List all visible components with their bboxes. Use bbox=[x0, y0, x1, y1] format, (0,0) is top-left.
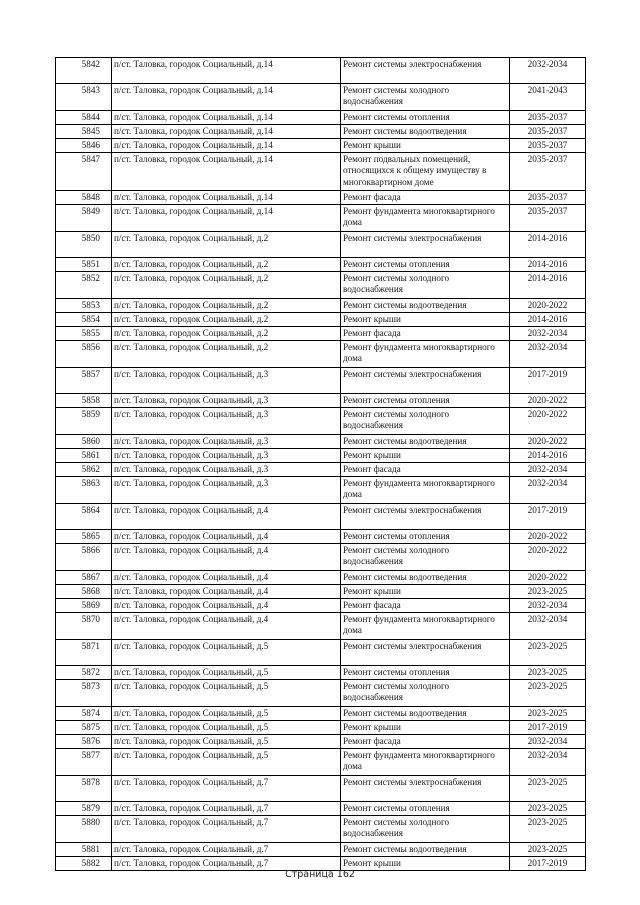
period-cell: 2017-2019 bbox=[510, 721, 586, 735]
address-cell: п/ст. Таловка, городок Социальный, д.5 bbox=[112, 666, 341, 680]
period-cell: 2020-2022 bbox=[510, 530, 586, 544]
row-number-cell: 5857 bbox=[56, 368, 112, 394]
period-cell: 2032-2034 bbox=[510, 477, 586, 504]
period-cell: 2017-2019 bbox=[510, 857, 586, 871]
work-type-cell: Ремонт крыши bbox=[341, 585, 510, 599]
work-type-cell: Ремонт крыши bbox=[341, 449, 510, 463]
row-number-cell: 5865 bbox=[56, 530, 112, 544]
address-cell: п/ст. Таловка, городок Социальный, д.2 bbox=[112, 327, 341, 341]
period-cell: 2020-2022 bbox=[510, 571, 586, 585]
work-type-cell: Ремонт системы электроснабжения bbox=[341, 58, 510, 84]
row-number-cell: 5856 bbox=[56, 341, 112, 368]
row-number-cell: 5855 bbox=[56, 327, 112, 341]
table-body bbox=[56, 58, 586, 871]
table-row bbox=[56, 585, 586, 599]
address-cell: п/ст. Таловка, городок Социальный, д.3 bbox=[112, 449, 341, 463]
address-cell: п/ст. Таловка, городок Социальный, д.5 bbox=[112, 735, 341, 749]
address-cell: п/ст. Таловка, городок Социальный, д.4 bbox=[112, 585, 341, 599]
work-type-cell: Ремонт системы отопления bbox=[341, 530, 510, 544]
period-cell: 2032-2034 bbox=[510, 327, 586, 341]
row-number-cell: 5850 bbox=[56, 232, 112, 258]
work-type-cell: Ремонт крыши bbox=[341, 313, 510, 327]
row-number-cell: 5852 bbox=[56, 272, 112, 299]
table-row bbox=[56, 299, 586, 313]
table-row bbox=[56, 408, 586, 435]
table-row bbox=[56, 776, 586, 802]
work-type-cell: Ремонт системы водоотведения bbox=[341, 299, 510, 313]
row-number-cell: 5868 bbox=[56, 585, 112, 599]
address-cell: п/ст. Таловка, городок Социальный, д.3 bbox=[112, 408, 341, 435]
address-cell: п/ст. Таловка, городок Социальный, д.3 bbox=[112, 463, 341, 477]
address-cell: п/ст. Таловка, городок Социальный, д.14 bbox=[112, 111, 341, 125]
address-cell: п/ст. Таловка, городок Социальный, д.14 bbox=[112, 153, 341, 191]
address-cell: п/ст. Таловка, городок Социальный, д.7 bbox=[112, 843, 341, 857]
work-type-cell: Ремонт системы отопления bbox=[341, 802, 510, 816]
period-cell: 2020-2022 bbox=[510, 394, 586, 408]
period-cell: 2023-2025 bbox=[510, 585, 586, 599]
work-type-cell: Ремонт фасада bbox=[341, 191, 510, 205]
address-cell: п/ст. Таловка, городок Социальный, д.5 bbox=[112, 680, 341, 707]
period-cell: 2014-2016 bbox=[510, 449, 586, 463]
period-cell: 2032-2034 bbox=[510, 599, 586, 613]
row-number-cell: 5875 bbox=[56, 721, 112, 735]
work-type-cell: Ремонт фасада bbox=[341, 599, 510, 613]
row-number-cell: 5874 bbox=[56, 707, 112, 721]
address-cell: п/ст. Таловка, городок Социальный, д.5 bbox=[112, 707, 341, 721]
table-row bbox=[56, 504, 586, 530]
table-row bbox=[56, 816, 586, 843]
table-row bbox=[56, 272, 586, 299]
row-number-cell: 5849 bbox=[56, 205, 112, 232]
work-type-cell: Ремонт системы водоотведения bbox=[341, 125, 510, 139]
period-cell: 2020-2022 bbox=[510, 544, 586, 571]
row-number-cell: 5873 bbox=[56, 680, 112, 707]
table-row bbox=[56, 394, 586, 408]
page-footer bbox=[0, 869, 640, 880]
table-row bbox=[56, 449, 586, 463]
period-cell: 2023-2025 bbox=[510, 776, 586, 802]
row-number-cell: 5853 bbox=[56, 299, 112, 313]
row-number-cell: 5872 bbox=[56, 666, 112, 680]
work-type-cell: Ремонт фундамента многоквартирного дома bbox=[341, 749, 510, 776]
row-number-cell: 5846 bbox=[56, 139, 112, 153]
table-row bbox=[56, 530, 586, 544]
row-number-cell: 5861 bbox=[56, 449, 112, 463]
period-cell: 2023-2025 bbox=[510, 707, 586, 721]
work-type-cell: Ремонт системы холодного водоснабжения bbox=[341, 680, 510, 707]
row-number-cell: 5882 bbox=[56, 857, 112, 871]
address-cell: п/ст. Таловка, городок Социальный, д.14 bbox=[112, 84, 341, 111]
period-cell: 2032-2034 bbox=[510, 613, 586, 640]
work-type-cell: Ремонт системы водоотведения bbox=[341, 435, 510, 449]
table-row bbox=[56, 802, 586, 816]
work-type-cell: Ремонт фундамента многоквартирного дома bbox=[341, 613, 510, 640]
period-cell: 2023-2025 bbox=[510, 640, 586, 666]
work-type-cell: Ремонт фундамента многоквартирного дома bbox=[341, 341, 510, 368]
row-number-cell: 5877 bbox=[56, 749, 112, 776]
row-number-cell: 5854 bbox=[56, 313, 112, 327]
period-cell: 2032-2034 bbox=[510, 749, 586, 776]
work-type-cell: Ремонт крыши bbox=[341, 721, 510, 735]
work-type-cell: Ремонт системы водоотведения bbox=[341, 571, 510, 585]
period-cell: 2035-2037 bbox=[510, 125, 586, 139]
table-row bbox=[56, 191, 586, 205]
table-row bbox=[56, 666, 586, 680]
work-type-cell: Ремонт системы электроснабжения bbox=[341, 504, 510, 530]
work-type-cell: Ремонт системы отопления bbox=[341, 111, 510, 125]
period-cell: 2032-2034 bbox=[510, 463, 586, 477]
row-number-cell: 5858 bbox=[56, 394, 112, 408]
row-number-cell: 5879 bbox=[56, 802, 112, 816]
row-number-cell: 5871 bbox=[56, 640, 112, 666]
work-type-cell: Ремонт подвальных помещений, относящихся к общему имуществу в многоквартирном доме bbox=[341, 153, 510, 191]
table-row bbox=[56, 84, 586, 111]
row-number-cell: 5864 bbox=[56, 504, 112, 530]
address-cell: п/ст. Таловка, городок Социальный, д.7 bbox=[112, 816, 341, 843]
period-cell: 2014-2016 bbox=[510, 258, 586, 272]
address-cell: п/ст. Таловка, городок Социальный, д.5 bbox=[112, 749, 341, 776]
work-type-cell: Ремонт системы электроснабжения bbox=[341, 640, 510, 666]
work-type-cell: Ремонт системы холодного водоснабжения bbox=[341, 272, 510, 299]
period-cell: 2020-2022 bbox=[510, 435, 586, 449]
address-cell: п/ст. Таловка, городок Социальный, д.4 bbox=[112, 544, 341, 571]
work-type-cell: Ремонт крыши bbox=[341, 857, 510, 871]
period-cell: 2023-2025 bbox=[510, 816, 586, 843]
table-row bbox=[56, 707, 586, 721]
period-cell: 2014-2016 bbox=[510, 272, 586, 299]
period-cell: 2014-2016 bbox=[510, 313, 586, 327]
table-row bbox=[56, 749, 586, 776]
table-row bbox=[56, 721, 586, 735]
period-cell: 2035-2037 bbox=[510, 139, 586, 153]
work-type-cell: Ремонт фундамента многоквартирного дома bbox=[341, 477, 510, 504]
period-cell: 2020-2022 bbox=[510, 299, 586, 313]
address-cell: п/ст. Таловка, городок Социальный, д.2 bbox=[112, 299, 341, 313]
table-row bbox=[56, 125, 586, 139]
page-number: Страница 162 bbox=[285, 869, 355, 880]
period-cell: 2032-2034 bbox=[510, 735, 586, 749]
table-row bbox=[56, 139, 586, 153]
work-type-cell: Ремонт крыши bbox=[341, 139, 510, 153]
work-type-cell: Ремонт системы отопления bbox=[341, 394, 510, 408]
address-cell: п/ст. Таловка, городок Социальный, д.3 bbox=[112, 368, 341, 394]
table-row bbox=[56, 435, 586, 449]
work-type-cell: Ремонт системы водоотведения bbox=[341, 707, 510, 721]
table-row bbox=[56, 599, 586, 613]
table-row bbox=[56, 463, 586, 477]
table-row bbox=[56, 368, 586, 394]
table-row bbox=[56, 341, 586, 368]
period-cell: 2041-2043 bbox=[510, 84, 586, 111]
table-row bbox=[56, 544, 586, 571]
row-number-cell: 5859 bbox=[56, 408, 112, 435]
address-cell: п/ст. Таловка, городок Социальный, д.2 bbox=[112, 232, 341, 258]
address-cell: п/ст. Таловка, городок Социальный, д.5 bbox=[112, 640, 341, 666]
address-cell: п/ст. Таловка, городок Социальный, д.5 bbox=[112, 721, 341, 735]
address-cell: п/ст. Таловка, городок Социальный, д.4 bbox=[112, 571, 341, 585]
row-number-cell: 5844 bbox=[56, 111, 112, 125]
address-cell: п/ст. Таловка, городок Социальный, д.3 bbox=[112, 394, 341, 408]
table-row bbox=[56, 477, 586, 504]
address-cell: п/ст. Таловка, городок Социальный, д.14 bbox=[112, 58, 341, 84]
work-type-cell: Ремонт системы холодного водоснабжения bbox=[341, 816, 510, 843]
address-cell: п/ст. Таловка, городок Социальный, д.4 bbox=[112, 613, 341, 640]
address-cell: п/ст. Таловка, городок Социальный, д.4 bbox=[112, 530, 341, 544]
table-row bbox=[56, 680, 586, 707]
address-cell: п/ст. Таловка, городок Социальный, д.4 bbox=[112, 599, 341, 613]
row-number-cell: 5867 bbox=[56, 571, 112, 585]
work-type-cell: Ремонт системы холодного водоснабжения bbox=[341, 408, 510, 435]
work-type-cell: Ремонт фасада bbox=[341, 463, 510, 477]
work-type-cell: Ремонт системы электроснабжения bbox=[341, 368, 510, 394]
address-cell: п/ст. Таловка, городок Социальный, д.2 bbox=[112, 258, 341, 272]
table-row bbox=[56, 153, 586, 191]
row-number-cell: 5869 bbox=[56, 599, 112, 613]
address-cell: п/ст. Таловка, городок Социальный, д.7 bbox=[112, 802, 341, 816]
address-cell: п/ст. Таловка, городок Социальный, д.7 bbox=[112, 776, 341, 802]
row-number-cell: 5842 bbox=[56, 58, 112, 84]
repair-schedule-table bbox=[55, 57, 586, 871]
row-number-cell: 5843 bbox=[56, 84, 112, 111]
row-number-cell: 5881 bbox=[56, 843, 112, 857]
period-cell: 2017-2019 bbox=[510, 504, 586, 530]
work-type-cell: Ремонт системы электроснабжения bbox=[341, 776, 510, 802]
row-number-cell: 5876 bbox=[56, 735, 112, 749]
period-cell: 2023-2025 bbox=[510, 843, 586, 857]
row-number-cell: 5870 bbox=[56, 613, 112, 640]
table-row bbox=[56, 735, 586, 749]
address-cell: п/ст. Таловка, городок Социальный, д.2 bbox=[112, 313, 341, 327]
table-row bbox=[56, 327, 586, 341]
address-cell: п/ст. Таловка, городок Социальный, д.4 bbox=[112, 504, 341, 530]
address-cell: п/ст. Таловка, городок Социальный, д.14 bbox=[112, 125, 341, 139]
work-type-cell: Ремонт системы водоотведения bbox=[341, 843, 510, 857]
row-number-cell: 5847 bbox=[56, 153, 112, 191]
row-number-cell: 5863 bbox=[56, 477, 112, 504]
address-cell: п/ст. Таловка, городок Социальный, д.2 bbox=[112, 341, 341, 368]
row-number-cell: 5845 bbox=[56, 125, 112, 139]
address-cell: п/ст. Таловка, городок Социальный, д.14 bbox=[112, 139, 341, 153]
row-number-cell: 5860 bbox=[56, 435, 112, 449]
period-cell: 2032-2034 bbox=[510, 58, 586, 84]
work-type-cell: Ремонт системы электроснабжения bbox=[341, 232, 510, 258]
address-cell: п/ст. Таловка, городок Социальный, д.14 bbox=[112, 205, 341, 232]
address-cell: п/ст. Таловка, городок Социальный, д.7 bbox=[112, 857, 341, 871]
period-cell: 2017-2019 bbox=[510, 368, 586, 394]
period-cell: 2035-2037 bbox=[510, 111, 586, 125]
period-cell: 2023-2025 bbox=[510, 666, 586, 680]
work-type-cell: Ремонт системы холодного водоснабжения bbox=[341, 544, 510, 571]
period-cell: 2035-2037 bbox=[510, 153, 586, 191]
table-row bbox=[56, 640, 586, 666]
table-row bbox=[56, 58, 586, 84]
address-cell: п/ст. Таловка, городок Социальный, д.14 bbox=[112, 191, 341, 205]
table-row bbox=[56, 111, 586, 125]
row-number-cell: 5878 bbox=[56, 776, 112, 802]
period-cell: 2020-2022 bbox=[510, 408, 586, 435]
period-cell: 2035-2037 bbox=[510, 191, 586, 205]
table-row bbox=[56, 258, 586, 272]
table-row bbox=[56, 313, 586, 327]
work-type-cell: Ремонт системы отопления bbox=[341, 258, 510, 272]
work-type-cell: Ремонт фасада bbox=[341, 735, 510, 749]
period-cell: 2035-2037 bbox=[510, 205, 586, 232]
address-cell: п/ст. Таловка, городок Социальный, д.3 bbox=[112, 435, 341, 449]
address-cell: п/ст. Таловка, городок Социальный, д.2 bbox=[112, 272, 341, 299]
work-type-cell: Ремонт системы отопления bbox=[341, 666, 510, 680]
work-type-cell: Ремонт системы холодного водоснабжения bbox=[341, 84, 510, 111]
table-row bbox=[56, 232, 586, 258]
row-number-cell: 5862 bbox=[56, 463, 112, 477]
period-cell: 2023-2025 bbox=[510, 680, 586, 707]
period-cell: 2014-2016 bbox=[510, 232, 586, 258]
period-cell: 2032-2034 bbox=[510, 341, 586, 368]
table-row bbox=[56, 571, 586, 585]
row-number-cell: 5851 bbox=[56, 258, 112, 272]
table-row bbox=[56, 843, 586, 857]
address-cell: п/ст. Таловка, городок Социальный, д.3 bbox=[112, 477, 341, 504]
row-number-cell: 5880 bbox=[56, 816, 112, 843]
table-row bbox=[56, 205, 586, 232]
work-type-cell: Ремонт фундамента многоквартирного дома bbox=[341, 205, 510, 232]
row-number-cell: 5848 bbox=[56, 191, 112, 205]
work-type-cell: Ремонт фасада bbox=[341, 327, 510, 341]
row-number-cell: 5866 bbox=[56, 544, 112, 571]
period-cell: 2023-2025 bbox=[510, 802, 586, 816]
table-row bbox=[56, 613, 586, 640]
